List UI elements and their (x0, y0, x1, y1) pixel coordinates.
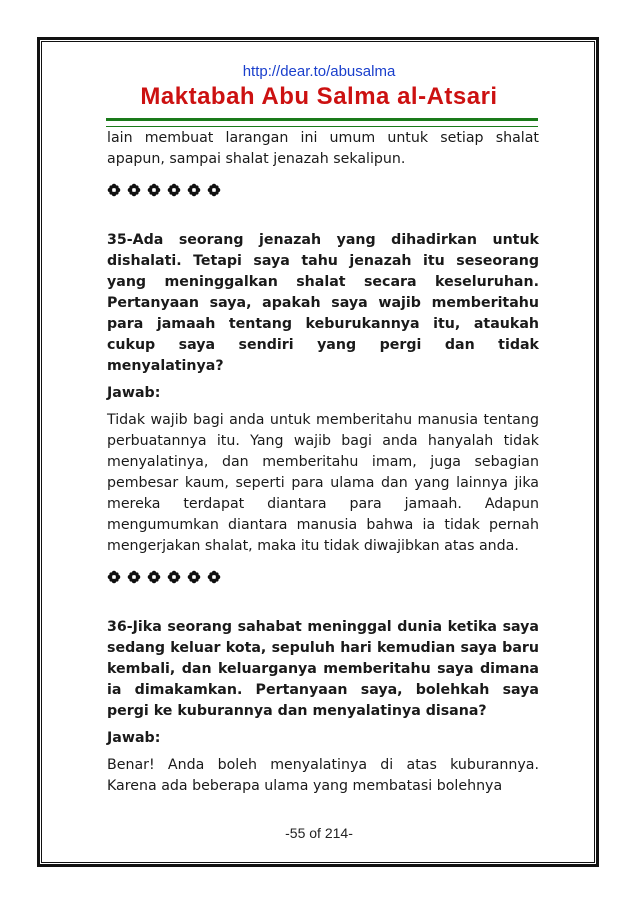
paragraph-intro: lain membuat larangan ini umum untuk setiap shalat apapun, sampai shalat jenazah sekalipun. (107, 130, 539, 167)
header-url[interactable]: http://dear.to/abusalma (242, 63, 396, 80)
flower-ornament-icon (147, 570, 161, 584)
answer-heading-36: Jawab: (107, 730, 161, 746)
flower-ornament-icon (207, 183, 221, 197)
question-36: 36-Jika seorang sahabat meninggal dunia ketika saya sedang keluar kota, sepuluh hari kemudian saya baru kembali, dan keluarganya memberitahu saya dimana ia dimakamkan. Pertanyaan saya, bolehkah saya pergi ke kuburannya dan menyalatinya disana? (107, 619, 539, 719)
answer-36: Benar! Anda boleh menyalatinya di atas kuburannya. Karena ada beberapa ulama yang membatasi bolehnya (107, 757, 539, 794)
answer-35: Tidak wajib bagi anda untuk memberitahu manusia tentang perbuatannya itu. Yang wajib bagi anda hanyalah tidak menyalatinya, dan memberitahu imam, juga sebagian pembesar kaum, seperti para ulama dan yang lainnya jika mereka terdapat diantara para jamaah. Adapun mengumumkan diantara manusia bahwa ia tidak pernah mengerjakan shalat, maka itu tidak diwajibkan atas anda. (107, 412, 539, 554)
flower-ornament-icon (187, 570, 201, 584)
page-number: -55 of 214- (285, 825, 353, 841)
ornament-divider-2 (107, 567, 539, 587)
question-35: 35-Ada seorang jenazah yang dihadirkan untuk dishalati. Tetapi saya tahu jenazah itu seseorang yang meninggalkan shalat secara keseluruhan. Pertanyaan saya, apakah saya wajib memberitahu para jamaah tentang keburukannya itu, ataukah cukup saya sendiri yang pergi dan tidak menyalatinya? (107, 232, 539, 374)
flower-ornament-icon (167, 570, 181, 584)
flower-ornament-icon (147, 183, 161, 197)
flower-ornament-icon (207, 570, 221, 584)
ornament-divider-1 (107, 180, 539, 200)
flower-ornament-icon (107, 183, 121, 197)
flower-ornament-icon (187, 183, 201, 197)
header-divider (106, 118, 538, 127)
answer-heading-35: Jawab: (107, 385, 161, 401)
flower-ornament-icon (167, 183, 181, 197)
header-title: Maktabah Abu Salma al-Atsari (140, 83, 498, 110)
flower-ornament-icon (127, 183, 141, 197)
flower-ornament-icon (127, 570, 141, 584)
document-body (107, 128, 539, 797)
flower-ornament-icon (107, 570, 121, 584)
